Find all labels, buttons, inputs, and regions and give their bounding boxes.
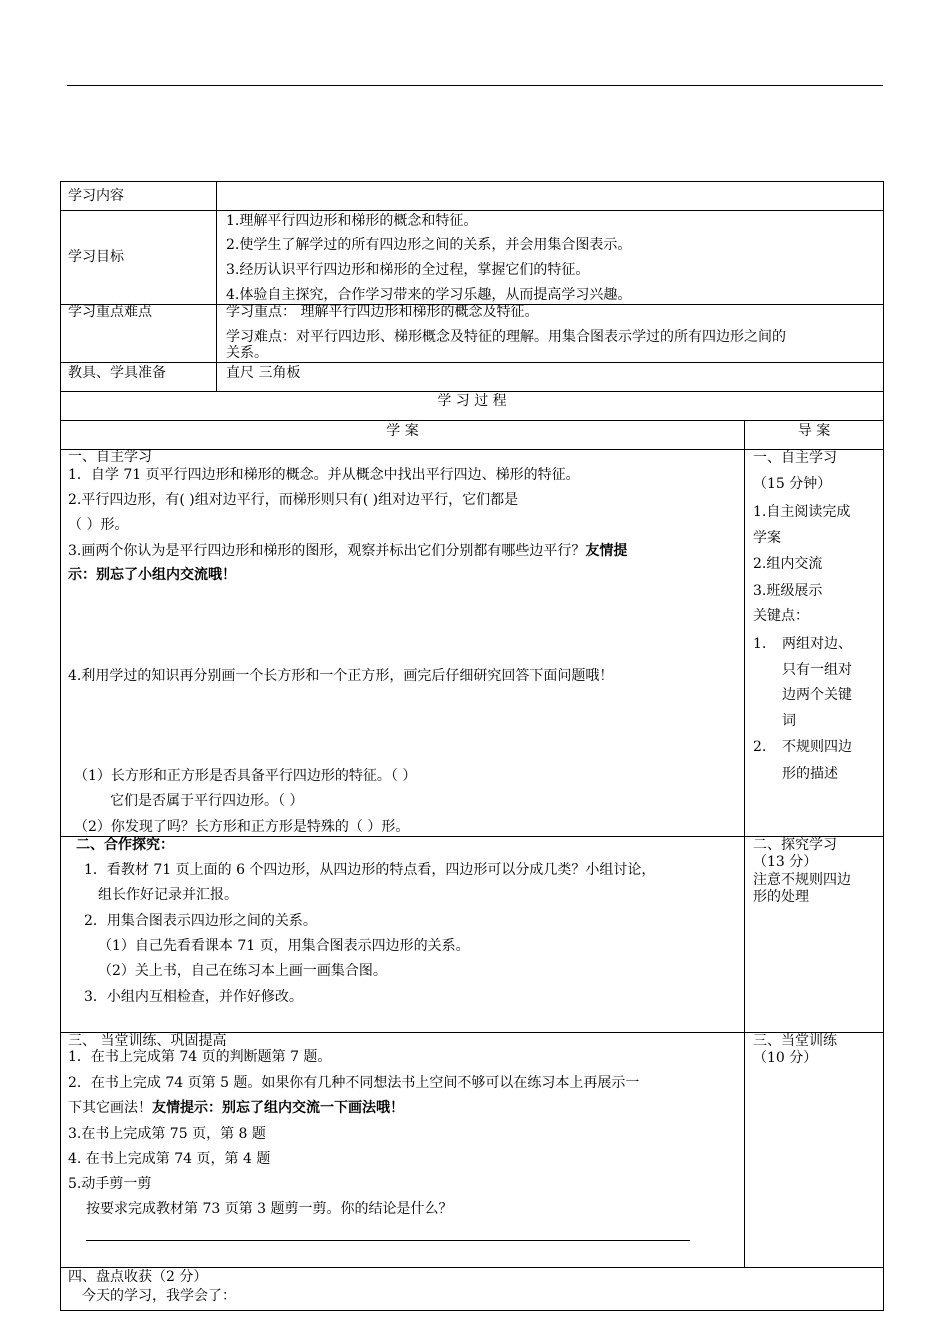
section4-line: 今天的学习，我学会了： — [82, 1288, 236, 1304]
section1-key-1-l2: 只有一组对 — [782, 662, 852, 678]
section1-guide-2: （15 分钟） — [753, 476, 832, 492]
section1-guide-4: 学案 — [753, 530, 781, 546]
section1-q3: 3.画两个你认为是平行四边形和梯形的图形，观察并标出它们分别都有哪些边平行？友情提 — [68, 543, 628, 559]
section2-guide-3: 注意不规则四边 — [753, 872, 851, 888]
difficulty-line-1: 学习难点：对平行四边形、梯形概念及特征的理解。用集合图表示学过的所有四边形之间的 — [226, 329, 786, 345]
section4-title: 四、盘点收获（2 分） — [68, 1269, 208, 1285]
content-value-cell — [216, 181, 884, 211]
goal-1: 1.理解平行四边形和梯形的概念和特征。 — [226, 213, 478, 229]
section1-q2a: 2.平行四边形，有( )组对边平行，而梯形则只有( )组对边平行，它们都是 — [68, 492, 519, 508]
section1-guide-5: 2.组内交流 — [753, 556, 823, 572]
section3-q5: 5.动手剪一剪 — [68, 1176, 152, 1192]
tools-label: 教具、学具准备 — [68, 365, 166, 381]
section1-key-2-l1: 不规则四边 — [782, 739, 852, 755]
section1-q4-2: （2）你发现了吗？长方形和正方形是特殊的（ ）形。 — [74, 819, 410, 835]
key-point: 学习重点： 理解平行四边形和梯形的概念及特征。 — [226, 304, 539, 320]
section2-q2-1: （1）自己先看看课本 71 页，用集合图表示四边形的关系。 — [98, 938, 470, 954]
guide-column-header: 导 案 — [797, 423, 831, 439]
section1-q2b: （ ）形。 — [68, 517, 129, 533]
section1-key-2-l2: 形的描述 — [782, 766, 838, 782]
tools-value-cell — [216, 362, 884, 392]
section1-key-2-num: 2. — [753, 739, 767, 755]
section2-q1a: 1．看教材 71 页上面的 6 个四边形，从四边形的特点看，四边形可以分成几类？小组讨论， — [84, 862, 656, 878]
section3-guide-2: （10 分） — [753, 1050, 818, 1066]
section1-key-1-l3: 边两个关键 — [782, 687, 852, 703]
goal-2: 2.使学生了解学过的所有四边形之间的关系，并会用集合图表示。 — [226, 237, 632, 253]
lesson-plan-sheet — [60, 181, 884, 1311]
section1-key-1-l1: 两组对边、 — [782, 636, 852, 652]
content-label: 学习内容 — [68, 188, 124, 204]
difficulty-line-2: 关系。 — [226, 345, 268, 361]
student-column-header: 学 案 — [386, 423, 419, 439]
section2-q3: 3．小组内互相检查，并作好修改。 — [84, 989, 303, 1005]
section3-q3: 3.在书上完成第 75 页，第 8 题 — [68, 1126, 266, 1142]
goal-4: 4.体验自主探究，合作学习带来的学习乐趣，从而提高学习兴趣。 — [226, 287, 632, 303]
section2-q2-2: （2）关上书，自己在练习本上画一画集合图。 — [98, 963, 387, 979]
goal-3: 3.经历认识平行四边形和梯形的全过程，掌握它们的特征。 — [226, 262, 590, 278]
section2-guide-2: （13 分） — [753, 854, 818, 870]
section1-guide-7: 关键点： — [753, 608, 809, 624]
section3-q2a: 2．在书上完成 74 页第 5 题。如果你有几种不同想法书上空间不够可以在练习本上再展示一 — [68, 1075, 640, 1091]
section3-title: 三、 当堂训练、巩固提高 — [68, 1033, 227, 1049]
section3-q2b: 下其它画法！友情提示：别忘了组内交流一下画法哦！ — [68, 1100, 404, 1116]
section1-q1: 1．自学 71 页平行四边形和梯形的概念。并从概念中找出平行四边、梯形的特征。 — [68, 467, 580, 483]
section3-q5b: 按要求完成教材第 73 页第 3 题剪一剪。你的结论是什么？ — [86, 1201, 453, 1217]
section3-guide-cell — [744, 1032, 884, 1268]
key-label: 学习重点难点 — [68, 304, 152, 320]
section3-guide-1: 三、当堂训练 — [753, 1033, 837, 1049]
section3-q1: 1．在书上完成第 74 页的判断题第 7 题。 — [68, 1049, 332, 1065]
section1-q4-1: （1）长方形和正方形是否具备平行四边形的特征。（ ） — [74, 768, 417, 784]
section1-guide-1: 一、自主学习 — [753, 450, 837, 466]
section1-guide-6: 3.班级展示 — [753, 583, 823, 599]
tools-value: 直尺 三角板 — [226, 365, 301, 381]
header-rule — [67, 85, 883, 86]
section1-title: 一、自主学习 — [68, 449, 152, 465]
section1-q4-1b: 它们是否属于平行四边形。（ ） — [110, 793, 304, 809]
section3-q4: 4. 在书上完成第 74 页，第 4 题 — [68, 1151, 271, 1167]
goal-label: 学习目标 — [68, 249, 124, 265]
section2-guide-1: 二、探究学习 — [753, 837, 837, 853]
section1-key-1-num: 1. — [753, 636, 767, 652]
section1-guide-3: 1.自主阅读完成 — [753, 504, 851, 520]
section2-q1b: 组长作好记录并汇报。 — [98, 887, 238, 903]
process-title: 学 习 过 程 — [437, 393, 507, 409]
section1-key-1-l4: 词 — [782, 713, 796, 729]
answer-line — [86, 1240, 690, 1241]
section2-q2: 2．用集合图表示四边形之间的关系。 — [84, 913, 317, 929]
section2-title: 二、合作探究： — [76, 837, 174, 853]
section2-guide-4: 形的处理 — [753, 889, 809, 905]
section1-q3-tip: 示：别忘了小组内交流哦！ — [68, 567, 236, 583]
section1-q4: 4.利用学过的知识再分别画一个长方形和一个正方形，画完后仔细研究回答下面问题哦！ — [68, 668, 614, 684]
